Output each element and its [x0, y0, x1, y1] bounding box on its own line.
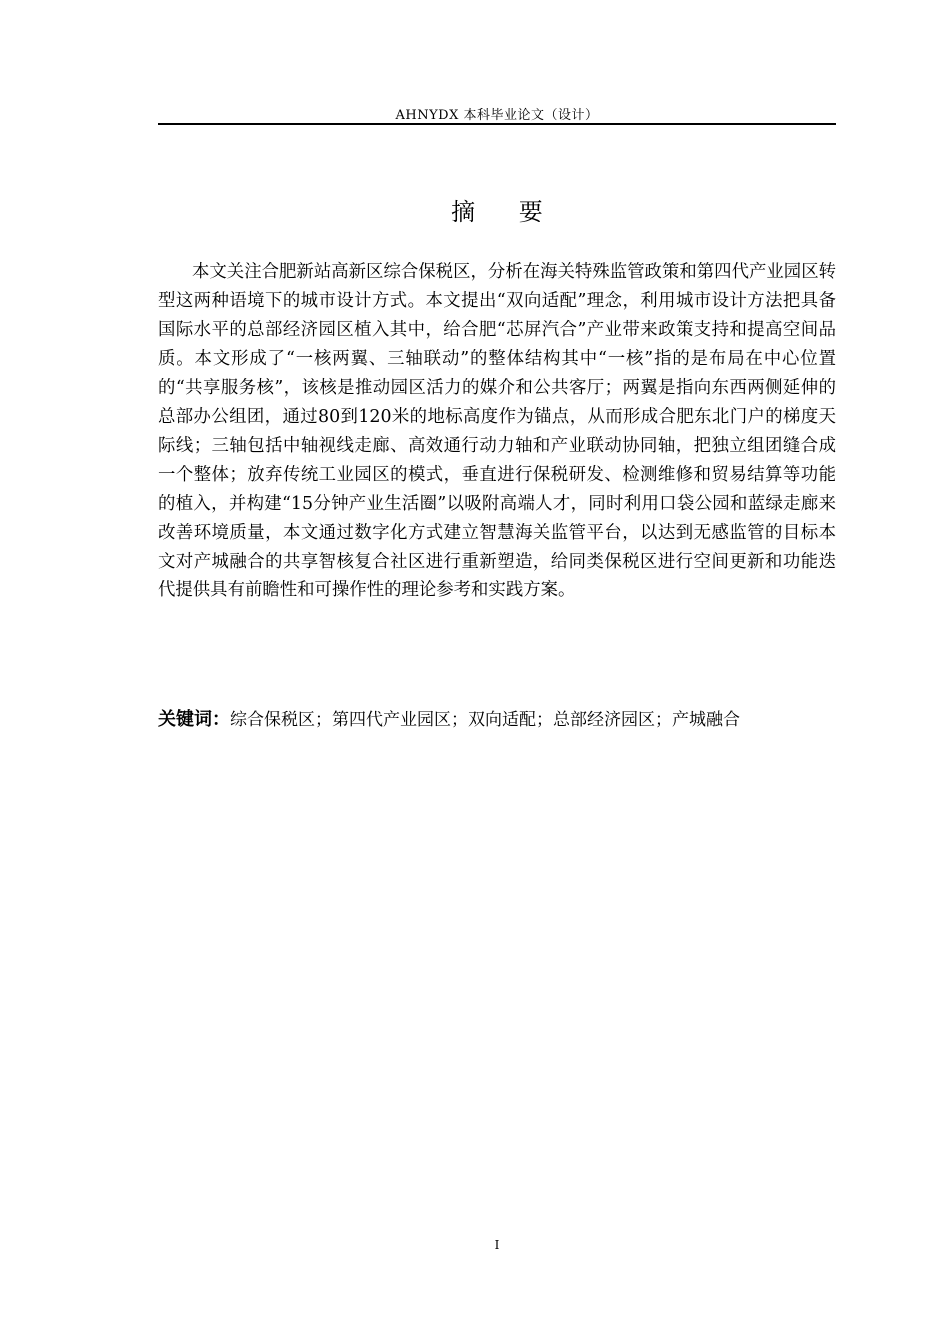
abstract-paragraph: 本文关注合肥新站高新区综合保税区，分析在海关特殊监管政策和第四代产业园区转型这两种语境下的城市设计方式。本文提出“双向适配”理念，利用城市设计方法把具备国际水平的总部经济园区植入其中，给合肥“芯屏汽合”产业带来政策支持和提高空间品质。本文形成了“一核两翼、三轴联动”的整体结构其中“一核”指的是布局在中心位置的“共享服务核”，该核是推动园区活力的媒介和公共客厅；两翼是指向东西两侧延伸的总部办公组团，通过80到120米的地标高度作为锚点，从而形成合肥东北门户的梯度天际线；三轴包括中轴视线走廊、高效通行动力轴和产业联动协同轴，把独立组团缝合成一个整体；放弃传统工业园区的模式，垂直进行保税研发、检测维修和贸易结算等功能的植入，并构建“15分钟产业生活圈”以吸附高端人才，同时利用口袋公园和蓝绿走廊来改善环境质量，本文通过数字化方式建立智慧海关监管平台，以达到无感监管的目标本文对产城融合的共享智核复合社区进行重新塑造，给同类保税区进行空间更新和功能迭代提供具有前瞻性和可操作性的理论参考和实践方案。 — [158, 262, 836, 601]
abstract-body — [158, 258, 836, 605]
keywords-label: 关键词： — [158, 709, 230, 730]
keywords-line — [158, 705, 836, 735]
keywords-text: 综合保税区；第四代产业园区；双向适配；总部经济园区；产城融合 — [230, 710, 740, 730]
page-number: I — [494, 1238, 500, 1252]
abstract-title: 摘 要 — [451, 198, 561, 226]
header-rule — [158, 123, 836, 125]
running-header: AHNYDX 本科毕业论文（设计） — [395, 108, 599, 123]
